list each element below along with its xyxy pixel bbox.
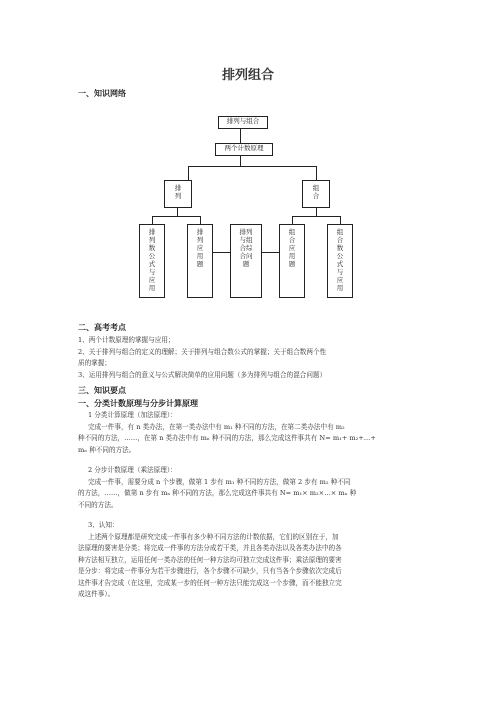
- connector-line: [240, 156, 241, 166]
- diagram-char: 与组: [239, 236, 253, 244]
- multiplication-principle: [78, 465, 418, 511]
- exam-point: 2、关于排列与组合的定义的理解；关于排列与组合数公式的掌握；关于组合数两个性: [78, 347, 327, 356]
- addition-principle-line: 完成一件事，有 n 类办法，在第一类办法中有 m₁ 种不同的方法，在第二类办法中有 m₂: [88, 422, 345, 431]
- diagram-char: 列: [196, 236, 204, 244]
- diagram-char: 应: [196, 244, 204, 252]
- diagram-char: 题: [288, 260, 296, 268]
- diagram-char: 与: [148, 268, 156, 276]
- page-title: 排列组合: [221, 68, 274, 83]
- cognition-section: [78, 520, 418, 601]
- diagram-char: 题: [242, 260, 250, 268]
- diagram-box-combination: [302, 180, 330, 208]
- section-heading-knowledge-network: 一、知识网络: [78, 89, 126, 98]
- connector-line: [316, 208, 317, 216]
- addition-principle: [78, 410, 418, 456]
- diagram-box-combination-problems: [279, 224, 305, 298]
- diagram-box-permutation-combination: [218, 116, 268, 129]
- connector-line: [188, 166, 189, 180]
- multiplication-principle-line: 完成一件事，需要分成 n 个步骤，做第 1 步有 m₁ 种不同的方法，做第 2 步有 m₂ 种不同: [88, 477, 351, 486]
- diagram-char: 列: [174, 192, 182, 200]
- section-heading-knowledge-points: 三、知识要点: [78, 386, 126, 395]
- connector-line: [340, 216, 341, 224]
- exam-points-list: [78, 335, 418, 381]
- diagram-char: 排列: [239, 228, 253, 236]
- diagram-char: 应: [288, 244, 296, 252]
- diagram-box-permutation: [164, 180, 192, 208]
- diagram-char: 排: [148, 228, 156, 236]
- cognition-line: 成这件事）。: [78, 590, 115, 598]
- diagram-char: 题: [196, 260, 204, 268]
- diagram-char: 用: [288, 252, 296, 260]
- diagram-box-permutation-problems: [187, 224, 213, 298]
- diagram-char: 合综: [239, 244, 253, 252]
- cognition-line: 种方法相互独立，运用任何一类办法的任何一种方法均可独立完成这件事；乘法原理的要害: [78, 555, 342, 564]
- cognition-line: 上述两个原理都是研究完成一件事有多少种不同方法的计数依据，它们的区别在于，加: [88, 532, 339, 541]
- multiplication-principle-line: 不同的方法。: [78, 500, 118, 509]
- diagram-char: 组: [336, 228, 344, 236]
- diagram-char: 合: [312, 192, 320, 200]
- diagram-char: 与: [336, 268, 344, 276]
- cognition-line: 是分步：将完成一件事分为若干步骤进行，各个步骤不可缺少，只有当各个步骤依次完成后: [78, 567, 342, 575]
- diagram-char: 合: [288, 236, 296, 244]
- diagram-char: 公: [336, 252, 344, 260]
- multiplication-principle-line: 的方法，……，做第 n 步有 mₙ 种不同的方法，那么完成这件事共有 N= m₁× m₂×…× mₙ 种: [78, 489, 357, 497]
- diagram-char: 数: [148, 244, 156, 252]
- diagram-char: 组: [288, 228, 296, 236]
- diagram-box-permutation-formula: [139, 224, 165, 298]
- addition-principle-line: mₙ 种不同的方法。: [78, 445, 136, 454]
- addition-principle-line: 种不同的方法，……，在第 n 类办法中有 mₙ 种不同的方法，那么完成这件事共有 N= m₁+ m₂+…+: [78, 434, 376, 442]
- diagram-box-combined-problems: [230, 224, 262, 298]
- connector-line: [152, 216, 201, 217]
- diagram-char: 组: [312, 184, 320, 192]
- diagram-char: 列: [148, 236, 156, 244]
- diagram-char: 应: [336, 276, 344, 284]
- knowledge-network-diagram: [0, 0, 496, 320]
- addition-principle-title: 1 分类计算原理（加法原理）：: [88, 411, 177, 419]
- connector-line: [177, 208, 178, 216]
- diagram-box-combination-formula: [327, 224, 353, 298]
- section-heading-exam-points: 二、高考考点: [78, 323, 126, 332]
- diagram-char: 数: [336, 244, 344, 252]
- diagram-char: 用: [196, 252, 204, 260]
- diagram-char: 合问: [239, 252, 253, 260]
- diagram-box-label: 两个计数原理: [224, 144, 264, 152]
- cognition-line: 这件事才告完成（在这里，完成某一步的任何一种方法只能完成这一个步骤，而不能独立完: [78, 578, 342, 587]
- diagram-char: 用: [148, 284, 156, 292]
- connector-line: [152, 216, 153, 224]
- diagram-char: 式: [148, 260, 156, 268]
- connector-line: [200, 216, 201, 224]
- connector-line: [316, 166, 317, 180]
- cognition-line: 法原理的要害是分类；将完成一件事的方法分成若干类，并且各类办法以及各类办法中的各: [78, 544, 342, 552]
- connector-line: [188, 166, 316, 167]
- diagram-char: 排: [196, 228, 204, 236]
- diagram-box-counting-principles: [215, 143, 273, 156]
- subsection-heading-counting-principles: 一、分类计数原理与分步计算原理: [78, 399, 198, 408]
- diagram-char: 式: [336, 260, 344, 268]
- diagram-char: 合: [336, 236, 344, 244]
- exam-point: 3、运用排列与组合的意义与公式解决简单的应用问题（多为排列与组合的混合问题）: [78, 370, 327, 379]
- exam-point: 质的掌握；: [78, 359, 111, 367]
- cognition-title: 3、认知：: [88, 521, 119, 529]
- diagram-char: 公: [148, 252, 156, 260]
- diagram-char: 应: [148, 276, 156, 284]
- diagram-box-label: 排列与组合: [226, 117, 260, 125]
- diagram-char: 用: [336, 284, 344, 292]
- connector-line: [292, 216, 293, 224]
- multiplication-principle-title: 2 分步计数原理（乘法原理）：: [88, 466, 177, 474]
- diagram-char: 排: [174, 184, 182, 192]
- exam-point: 1、两个计数原理的掌握与应用；: [78, 336, 175, 344]
- connector-line: [240, 129, 241, 143]
- connector-line: [292, 216, 341, 217]
